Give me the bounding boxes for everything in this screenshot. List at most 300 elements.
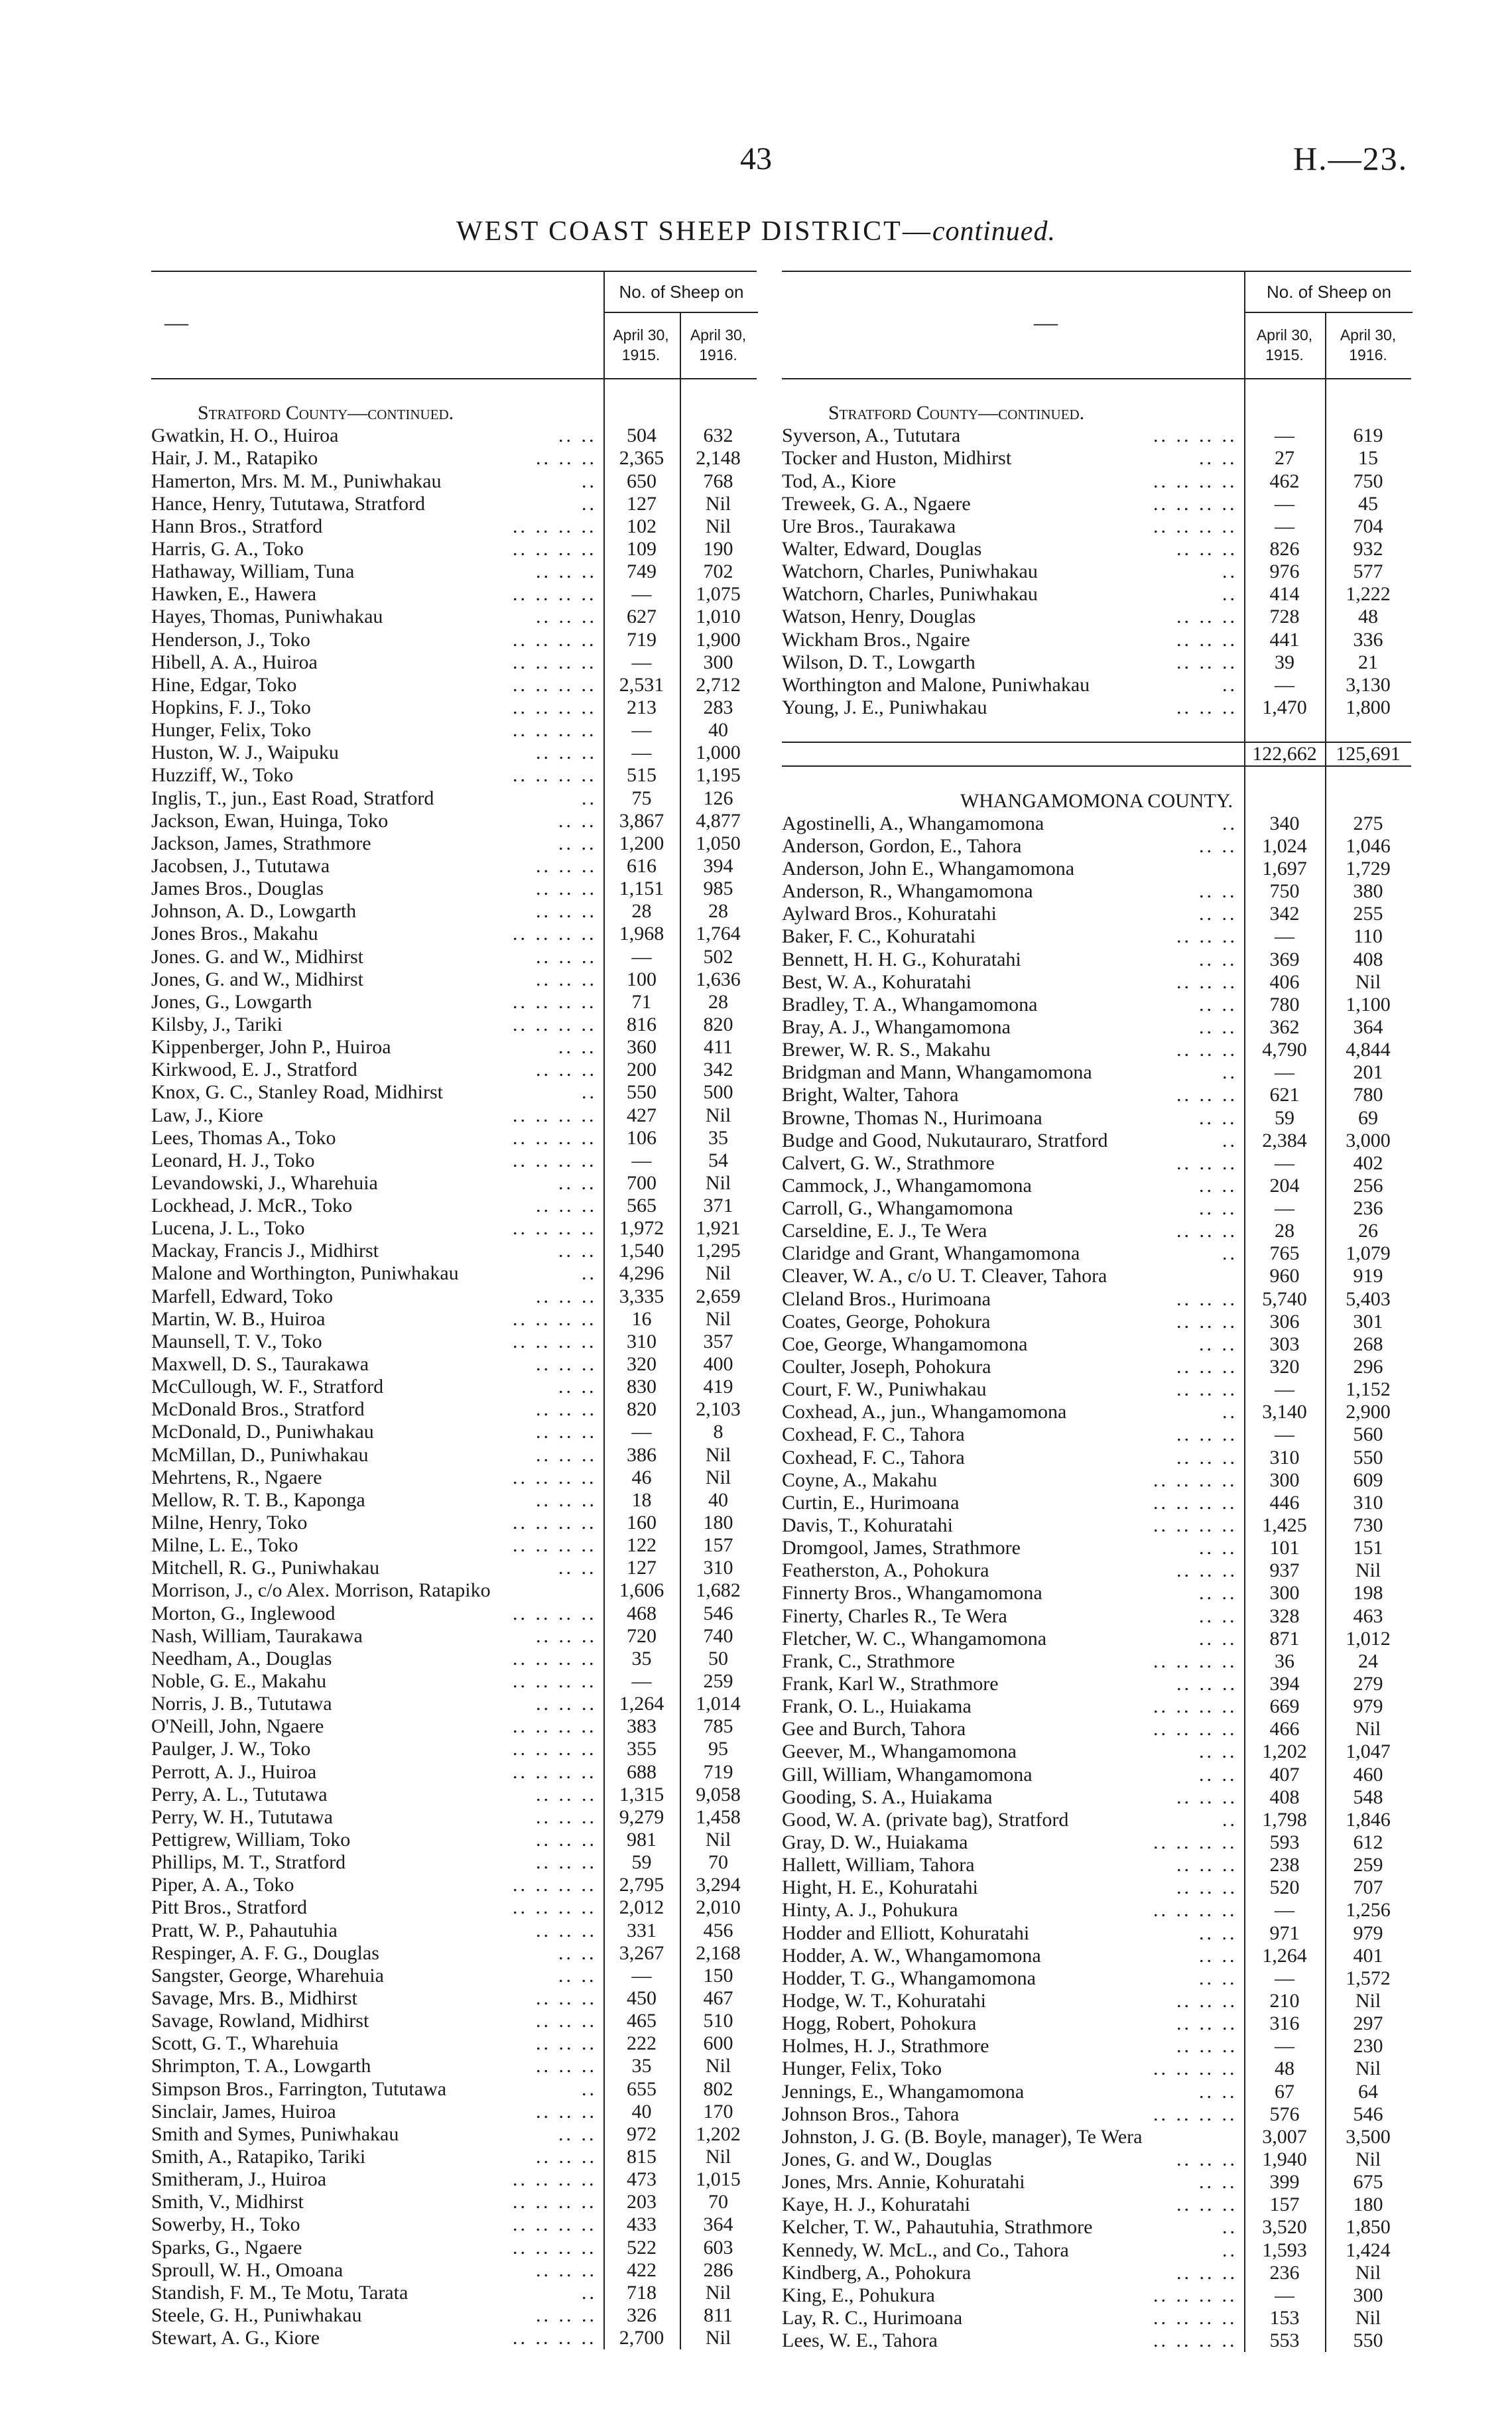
row-name: Sangster, George, Wharehuia xyxy=(151,1964,384,1987)
table-row xyxy=(151,719,757,742)
row-name: Leonard, H. J., Toko xyxy=(151,1149,315,1171)
value-1916: 8 xyxy=(713,1421,724,1443)
leader-dots: .. .. .. xyxy=(1176,2193,1237,2216)
leader-dots: .. .. .. .. xyxy=(513,1602,597,1624)
value-1916: 510 xyxy=(703,2010,733,2032)
row-name: Agostinelli, A., Whangamomona xyxy=(782,812,1044,834)
value-1916: 4,844 xyxy=(1346,1039,1391,1061)
leader-dots: .. .. xyxy=(1199,1537,1237,1559)
table-row xyxy=(151,810,757,832)
value-1915: 565 xyxy=(627,1195,657,1217)
table-row xyxy=(151,1195,757,1217)
value-1916: 236 xyxy=(1353,1197,1383,1220)
right-table-header xyxy=(782,272,1411,379)
table-row xyxy=(151,696,757,719)
value-1915: 39 xyxy=(1275,651,1294,673)
row-name: Coxhead, F. C., Tahora xyxy=(782,1423,965,1446)
value-1915: 650 xyxy=(627,470,657,492)
table-row xyxy=(151,1285,757,1308)
table-row xyxy=(151,1512,757,1534)
leader-dots: .. .. xyxy=(1199,993,1237,1015)
value-1916: 1,222 xyxy=(1346,583,1391,606)
value-1915: 871 xyxy=(1269,1627,1300,1650)
row-name: Law, J., Kiore xyxy=(151,1104,263,1126)
leader-dots: .. .. .. .. xyxy=(513,1760,597,1783)
table-row xyxy=(151,425,757,447)
leader-dots: .. xyxy=(1222,583,1237,606)
leader-dots: .. .. .. xyxy=(1176,1423,1237,1446)
table-row xyxy=(151,1331,757,1353)
value-1916: 24 xyxy=(1358,1650,1378,1672)
leader-dots: .. .. .. xyxy=(536,1353,597,1376)
table-row xyxy=(782,447,1411,470)
leader-dots: .. .. .. .. xyxy=(513,2168,597,2191)
row-name: Stratford County—continued. xyxy=(828,402,1085,425)
value-1915: 157 xyxy=(1269,2193,1300,2216)
value-1915: 520 xyxy=(1269,1876,1300,1899)
value-1916: 190 xyxy=(703,537,733,560)
row-name: McCullough, W. F., Stratford xyxy=(151,1376,384,1398)
table-row xyxy=(782,493,1411,515)
value-1916: Nil xyxy=(705,1829,731,1851)
header-group-label: No. of Sheep on xyxy=(605,272,758,313)
value-1915: 504 xyxy=(627,425,657,447)
table-row xyxy=(782,1107,1411,1130)
header-col-1915: April 30, 1915. xyxy=(1256,326,1313,363)
title-continued: continued. xyxy=(932,216,1056,247)
row-name: Hallett, William, Tahora xyxy=(782,1854,975,1876)
title-main: WEST COAST SHEEP DISTRICT— xyxy=(456,216,932,247)
value-1916: Nil xyxy=(1355,1718,1381,1740)
table-row xyxy=(782,1401,1411,1423)
leader-dots: .. .. .. xyxy=(1176,651,1237,673)
table-row xyxy=(151,1648,757,1670)
leader-dots: .. xyxy=(1222,1808,1237,1831)
row-name: Johnston, J. G. (B. Boyle, manager), Te Wera xyxy=(782,2125,1143,2148)
row-name: Watson, Henry, Douglas xyxy=(782,606,976,628)
value-1915: 830 xyxy=(627,1376,657,1398)
value-1915: 222 xyxy=(627,2032,657,2055)
table-row xyxy=(151,1104,757,1127)
value-1915: 972 xyxy=(627,2123,657,2145)
leader-dots: .. .. xyxy=(1199,880,1237,903)
table-row xyxy=(151,742,757,764)
value-1916: 919 xyxy=(1353,1265,1383,1287)
leader-dots: .. .. .. xyxy=(536,1624,597,1647)
row-name: Morrison, J., c/o Alex. Morrison, Ratapiko xyxy=(151,1579,491,1602)
value-1916: 704 xyxy=(1353,515,1383,537)
value-1915: 465 xyxy=(627,2010,657,2032)
value-1915: 331 xyxy=(627,1919,657,1941)
leader-dots: .. xyxy=(1222,1242,1237,1265)
value-1915: 826 xyxy=(1269,537,1300,560)
value-1916: 1,195 xyxy=(696,764,741,787)
value-1915: 340 xyxy=(1269,812,1300,834)
row-name: Perry, A. L., Tututawa xyxy=(151,1783,328,1805)
row-name: Kilsby, J., Tariki xyxy=(151,1013,283,1035)
row-name: Hinty, A. J., Pohukura xyxy=(782,1899,958,1922)
table-row xyxy=(151,1693,757,1715)
row-name: Worthington and Malone, Puniwhakau xyxy=(782,673,1090,696)
leader-dots: .. .. .. xyxy=(1176,1356,1237,1378)
table-row xyxy=(782,674,1411,696)
value-1916: 820 xyxy=(703,1013,733,1035)
leader-dots: .. .. xyxy=(1199,1333,1237,1355)
value-1916: 342 xyxy=(703,1059,733,1081)
leader-dots: .. .. .. .. xyxy=(513,764,597,787)
leader-dots: .. .. .. .. xyxy=(513,1896,597,1919)
value-1915: 1,697 xyxy=(1262,857,1307,880)
row-name: Bright, Walter, Tahora xyxy=(782,1084,959,1106)
value-1916: Nil xyxy=(705,1443,731,1466)
value-1916: 719 xyxy=(703,1760,733,1783)
value-1916: 259 xyxy=(1353,1854,1383,1876)
table-row xyxy=(782,971,1411,994)
value-1916: 2,148 xyxy=(696,447,741,470)
right-table-body xyxy=(782,379,1411,2352)
value-1916: 1,202 xyxy=(696,2123,741,2145)
value-1915: 3,267 xyxy=(619,1941,664,1964)
table-row xyxy=(782,1175,1411,1197)
row-name: Brewer, W. R. S., Makahu xyxy=(782,1039,991,1061)
value-1915: 386 xyxy=(627,1443,657,1466)
leader-dots: .. .. xyxy=(558,1557,597,1579)
value-1916: 1,764 xyxy=(696,923,741,945)
table-row xyxy=(151,2168,757,2191)
leader-dots: .. .. .. xyxy=(536,742,597,764)
value-1916: 28 xyxy=(708,990,728,1013)
row-name: Wickham Bros., Ngaire xyxy=(782,628,970,651)
value-1916: 1,100 xyxy=(1346,993,1391,1015)
table-row xyxy=(782,560,1411,583)
value-1916: 985 xyxy=(703,878,733,900)
table-row xyxy=(782,880,1411,903)
row-name: Tod, A., Kiore xyxy=(782,470,897,492)
table-row xyxy=(782,1605,1411,1628)
value-1915: — xyxy=(1275,515,1294,537)
table-row xyxy=(151,1014,757,1036)
value-1915: 553 xyxy=(1269,2329,1300,2352)
row-name: Lees, Thomas A., Toko xyxy=(151,1126,336,1149)
value-1916: Nil xyxy=(1355,970,1381,993)
table-row xyxy=(151,379,757,402)
leader-dots: .. .. .. .. xyxy=(513,719,597,742)
value-1916: 1,015 xyxy=(696,2168,741,2191)
row-name: Savage, Mrs. B., Midhirst xyxy=(151,1987,357,2009)
leader-dots: .. .. .. .. xyxy=(1153,515,1237,537)
table-row xyxy=(782,1537,1411,1559)
table-row xyxy=(151,900,757,923)
table-row xyxy=(782,1809,1411,1831)
leader-dots: .. xyxy=(1222,812,1237,834)
value-1916: 310 xyxy=(1353,1491,1383,1514)
row-name: Hunger, Felix, Toko xyxy=(151,719,312,742)
value-1916: 357 xyxy=(703,1330,733,1352)
value-1916: 577 xyxy=(1353,560,1383,583)
value-1916: 50 xyxy=(708,1647,728,1669)
row-name: Marfell, Edward, Toko xyxy=(151,1285,333,1307)
header-col-1916: April 30, 1916. xyxy=(690,326,747,363)
table-row xyxy=(782,1288,1411,1311)
value-1915: 728 xyxy=(1269,606,1300,628)
row-name: Coxhead, A., jun., Whangamomona xyxy=(782,1401,1067,1423)
value-1916: 1,046 xyxy=(1346,834,1391,857)
row-name: Finerty, Charles R., Te Wera xyxy=(782,1604,1007,1627)
value-1916: 2,010 xyxy=(696,1896,741,1919)
value-1916: 364 xyxy=(1353,1015,1383,1038)
value-1915: 820 xyxy=(627,1398,657,1421)
leader-dots: .. .. .. xyxy=(536,2055,597,2077)
leader-dots: .. .. .. xyxy=(536,2258,597,2281)
leader-dots: .. xyxy=(582,1081,597,1104)
table-row xyxy=(782,2035,1411,2058)
leader-dots: .. .. .. xyxy=(536,606,597,628)
value-1915: 4,296 xyxy=(619,1262,664,1285)
value-1916: 750 xyxy=(1353,470,1383,492)
table-row xyxy=(782,949,1411,971)
value-1915: 27 xyxy=(1275,447,1294,470)
leader-dots: .. .. .. xyxy=(1176,925,1237,948)
row-name: Hine, Edgar, Toko xyxy=(151,673,297,696)
leader-dots: .. .. xyxy=(1199,1944,1237,1967)
value-1916: 702 xyxy=(703,560,733,583)
row-name: McDonald Bros., Stratford xyxy=(151,1398,365,1421)
value-1916: Nil xyxy=(705,1171,731,1194)
row-name: Walter, Edward, Douglas xyxy=(782,537,982,560)
leader-dots: .. .. .. xyxy=(1176,2012,1237,2035)
value-1916: 1,075 xyxy=(696,583,741,606)
row-name: Hibell, A. A., Huiroa xyxy=(151,651,318,673)
table-row xyxy=(151,1308,757,1331)
value-1916: 40 xyxy=(708,719,728,742)
value-1916: 69 xyxy=(1358,1106,1378,1129)
row-name: Finnerty Bros., Whangamomona xyxy=(782,1582,1042,1604)
value-1915: 2,700 xyxy=(619,2327,664,2349)
table-row xyxy=(151,855,757,878)
value-1916: 1,424 xyxy=(1346,2239,1391,2261)
row-name: Jennings, E., Whangamomona xyxy=(782,2080,1025,2103)
row-name: Young, J. E., Puniwhakau xyxy=(782,696,987,718)
leader-dots: .. .. .. .. xyxy=(1153,2329,1237,2352)
leader-dots: .. .. .. .. xyxy=(1153,470,1237,492)
table-row xyxy=(151,1240,757,1262)
value-1915: 2,531 xyxy=(619,673,664,696)
table-row xyxy=(151,1149,757,1172)
table-row xyxy=(151,1670,757,1693)
page-number: 43 xyxy=(740,141,772,176)
value-1915: — xyxy=(631,1421,652,1443)
leader-dots: .. .. .. xyxy=(1176,2035,1237,2058)
value-1915: 669 xyxy=(1269,1695,1300,1718)
value-1915: 100 xyxy=(627,968,657,990)
table-row xyxy=(151,606,757,628)
row-name: Pettigrew, William, Toko xyxy=(151,1829,351,1851)
leader-dots: .. .. .. xyxy=(1176,1220,1237,1242)
row-name: Noble, G. E., Makahu xyxy=(151,1670,327,1693)
value-1915: — xyxy=(631,583,652,606)
row-name: Coxhead, F. C., Tahora xyxy=(782,1446,965,1469)
value-1916: 1,900 xyxy=(696,628,741,651)
row-name: Bradley, T. A., Whangamomona xyxy=(782,993,1038,1015)
table-row xyxy=(151,1761,757,1784)
leader-dots: .. .. .. .. xyxy=(513,1466,597,1488)
row-name: Geever, M., Whangamomona xyxy=(782,1740,1017,1763)
table-row xyxy=(782,583,1411,606)
leader-dots: .. .. .. xyxy=(1176,1446,1237,1469)
row-name: Huzziff, W., Toko xyxy=(151,764,294,787)
value-1915: — xyxy=(1275,492,1294,515)
row-name: Scott, G. T., Wharehuia xyxy=(151,2032,339,2055)
value-1916: 28 xyxy=(708,900,728,923)
value-1916: 550 xyxy=(1353,1446,1383,1469)
table-row xyxy=(782,1061,1411,1084)
value-1915: 1,972 xyxy=(619,1217,664,1240)
value-1915: 75 xyxy=(631,787,652,809)
row-name: Gwatkin, H. O., Huiroa xyxy=(151,425,339,447)
table-row xyxy=(151,1059,757,1081)
value-1915: 406 xyxy=(1269,970,1300,993)
leader-dots: .. .. .. .. xyxy=(513,1149,597,1171)
value-1915: 780 xyxy=(1269,993,1300,1015)
row-name: Anderson, Gordon, E., Tahora xyxy=(782,834,1022,857)
row-name: Perry, W. H., Tututawa xyxy=(151,1805,333,1828)
value-1915: 67 xyxy=(1275,2080,1294,2103)
value-1916: 110 xyxy=(1354,925,1383,948)
value-1916: 811 xyxy=(704,2304,733,2326)
table-row xyxy=(782,1016,1411,1039)
table-row xyxy=(782,903,1411,925)
value-1916: 802 xyxy=(703,2077,733,2100)
table-row xyxy=(782,1718,1411,1740)
value-1916: 1,572 xyxy=(1346,1967,1391,1989)
table-row xyxy=(151,1421,757,1443)
row-name: Claridge and Grant, Whangamomona xyxy=(782,1242,1080,1265)
row-name: Henderson, J., Toko xyxy=(151,628,310,651)
row-name: Gooding, S. A., Huiakama xyxy=(782,1786,993,1808)
value-1915: 210 xyxy=(1269,1989,1300,2012)
table-row xyxy=(782,1039,1411,1061)
row-name: Maxwell, D. S., Taurakawa xyxy=(151,1353,369,1376)
value-1915: — xyxy=(631,719,652,742)
leader-dots: .. .. .. xyxy=(536,1851,597,1874)
row-name: Sowerby, H., Toko xyxy=(151,2213,300,2236)
row-name: Jackson, Ewan, Huinga, Toko xyxy=(151,809,389,832)
row-name: Inglis, T., jun., East Road, Stratford xyxy=(151,787,434,809)
row-name: Pratt, W. P., Pahautuhia xyxy=(151,1919,338,1941)
value-1915: 718 xyxy=(627,2281,657,2304)
leader-dots: .. xyxy=(582,2077,597,2100)
value-1916: Nil xyxy=(1355,2261,1381,2284)
table-row xyxy=(782,925,1411,948)
row-name: Smitheram, J., Huiroa xyxy=(151,2168,327,2191)
row-name: Harris, G. A., Toko xyxy=(151,537,304,560)
row-name: Treweek, G. A., Ngaere xyxy=(782,492,971,515)
row-name: Baker, F. C., Kohuratahi xyxy=(782,925,976,948)
row-name: Mitchell, R. G., Puniwhakau xyxy=(151,1557,380,1579)
value-1915: 1,024 xyxy=(1262,834,1307,857)
value-1916: 603 xyxy=(703,2236,733,2258)
value-1916: 979 xyxy=(1353,1922,1383,1944)
leader-dots: .. .. .. xyxy=(536,945,597,968)
value-1916: 600 xyxy=(703,2032,733,2055)
leader-dots: .. .. xyxy=(1199,2080,1237,2103)
value-1915: 3,867 xyxy=(619,809,664,832)
table-row xyxy=(151,2146,757,2168)
row-name: Fletcher, W. C., Whangamomona xyxy=(782,1627,1047,1650)
value-1916: 371 xyxy=(703,1195,733,1217)
table-row xyxy=(782,1265,1411,1287)
document-code: H.—23. xyxy=(1293,140,1409,177)
header-col-1916: April 30, 1916. xyxy=(1340,326,1397,363)
value-1916: 456 xyxy=(703,1919,733,1941)
leader-dots: .. .. xyxy=(558,1240,597,1262)
value-1916: 1,295 xyxy=(696,1240,741,1262)
row-name: Smith and Symes, Puniwhakau xyxy=(151,2123,399,2145)
row-name: Hodge, W. T., Kohuratahi xyxy=(782,1989,987,2012)
leader-dots: .. .. .. .. xyxy=(513,696,597,718)
table-row xyxy=(151,2259,757,2282)
value-1916: 768 xyxy=(703,470,733,492)
row-name: Anderson, John E., Whangamomona xyxy=(782,857,1075,880)
value-1915: 355 xyxy=(627,1738,657,1760)
row-name: Anderson, R., Whangamomona xyxy=(782,880,1033,903)
row-name: Bray, A. J., Whangamomona xyxy=(782,1015,1011,1038)
value-1915: 1,606 xyxy=(619,1579,664,1602)
leader-dots: .. .. .. xyxy=(1176,696,1237,718)
left-table-body xyxy=(151,379,757,2349)
value-1915: 342 xyxy=(1269,903,1300,925)
leader-dots: .. .. xyxy=(558,2123,597,2145)
table-row xyxy=(151,1806,757,1829)
value-1916: 64 xyxy=(1358,2080,1378,2103)
value-1915: 468 xyxy=(627,1602,657,1624)
value-1915: 700 xyxy=(627,1171,657,1194)
leader-dots: .. xyxy=(582,470,597,492)
table-row xyxy=(782,1967,1411,1990)
value-1916: 15 xyxy=(1358,447,1378,470)
table-row xyxy=(151,968,757,991)
table-row xyxy=(151,832,757,855)
table-row xyxy=(782,1130,1411,1152)
row-name: Hight, H. E., Kohuratahi xyxy=(782,1876,978,1899)
value-1915: 1,968 xyxy=(619,923,664,945)
row-name: Jacobsen, J., Tututawa xyxy=(151,854,330,877)
table-row xyxy=(151,2213,757,2236)
value-1915: 621 xyxy=(1269,1084,1300,1106)
value-1916: 1,152 xyxy=(1346,1378,1391,1401)
row-name: Sparks, G., Ngaere xyxy=(151,2236,302,2258)
value-1916: 336 xyxy=(1353,628,1383,651)
table-row xyxy=(782,1356,1411,1378)
value-1916: 301 xyxy=(1353,1310,1383,1333)
value-1915: — xyxy=(1275,2035,1294,2058)
row-name: Steele, G. H., Puniwhakau xyxy=(151,2304,362,2326)
leader-dots: .. .. .. xyxy=(1176,628,1237,651)
leader-dots: .. .. xyxy=(1199,1922,1237,1944)
leader-dots: .. .. xyxy=(558,1171,597,1194)
leader-dots: .. .. .. .. xyxy=(1153,1469,1237,1491)
value-1916: 45 xyxy=(1358,492,1378,515)
table-row xyxy=(151,1920,757,1942)
header-group-label: No. of Sheep on xyxy=(1245,272,1413,313)
table-row xyxy=(782,470,1411,493)
value-1916: 259 xyxy=(703,1670,733,1693)
row-name: Hair, J. M., Ratapiko xyxy=(151,447,318,470)
table-row xyxy=(151,923,757,945)
value-1915: 316 xyxy=(1269,2012,1300,2035)
value-1916: 979 xyxy=(1353,1695,1383,1718)
table-row xyxy=(782,1514,1411,1537)
